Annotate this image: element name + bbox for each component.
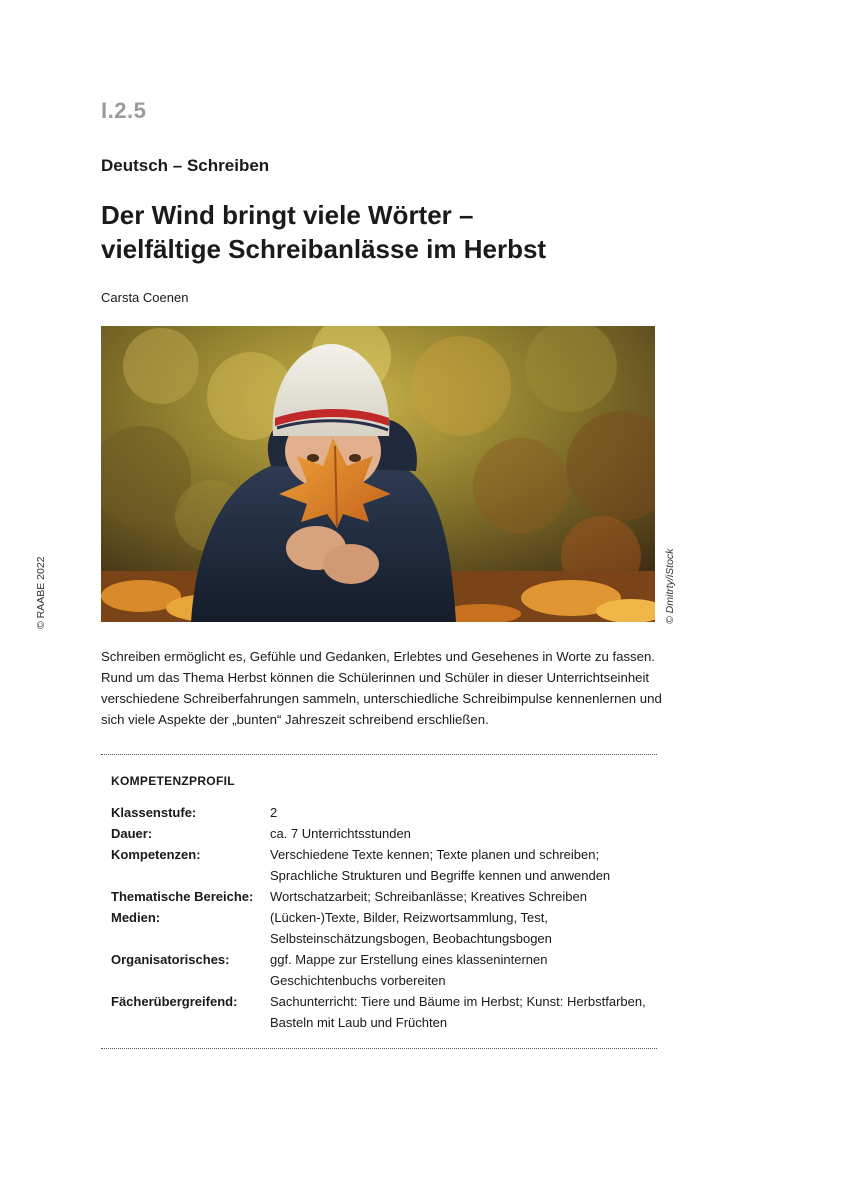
author-name: Carsta Coenen <box>101 290 189 305</box>
subject-heading: Deutsch – Schreiben <box>101 156 270 175</box>
photo-credit: © Dmitrty/iStock <box>664 548 676 624</box>
copyright-notice: © RAABE 2022 <box>35 556 47 629</box>
profile-row <box>111 949 656 991</box>
row-value: (Lücken-)Texte, Bilder, Reizwortsammlung, Test, Selbsteinschätzungsbogen, Beobachtungsbogen <box>270 910 552 946</box>
row-label: Klassenstufe: <box>111 805 197 820</box>
profile-row <box>111 802 656 823</box>
row-label: Dauer: <box>111 826 153 841</box>
profile-row <box>111 844 656 886</box>
row-label: Medien: <box>111 910 161 925</box>
divider-top <box>101 754 657 755</box>
title-line-2: vielfältige Schreibanlässe im Herbst <box>101 234 547 264</box>
autumn-child-photo <box>101 326 655 622</box>
intro-paragraph: Schreiben ermöglicht es, Gefühle und Gedanken, Erlebtes und Gesehenes in Worte zu fassen. Rund um das Thema Herbst können die Schülerinnen und Schüler in dieser Unterrichtseinheit verschiedene Schreiberfahrungen sammeln, unterschiedliche Schreibimpulse kennenlernen und sich viele Aspekte der „bunten“ Jahreszeit schreibend erschließen. <box>101 649 662 727</box>
section-number: I.2.5 <box>101 98 147 123</box>
row-label: Organisatorisches: <box>111 952 230 967</box>
row-value: Verschiedene Texte kennen; Texte planen und schreiben; Sprachliche Strukturen und Begriffe kennen und anwenden <box>270 847 611 883</box>
row-value: Wortschatzarbeit; Schreibanlässe; Kreatives Schreiben <box>270 889 587 904</box>
profile-row <box>111 907 656 949</box>
profile-row <box>111 823 656 844</box>
row-label: Kompetenzen: <box>111 847 201 862</box>
profile-row <box>111 991 656 1033</box>
row-label: Fächerübergreifend: <box>111 994 238 1009</box>
row-label: Thematische Bereiche: <box>111 889 254 904</box>
profile-row <box>111 886 656 907</box>
row-value: ggf. Mappe zur Erstellung eines klasseninternen Geschichtenbuchs vorbereiten <box>270 952 548 988</box>
kompetenzprofil-heading: KOMPETENZPROFIL <box>111 774 235 788</box>
page-title <box>101 198 701 266</box>
row-value: Sachunterricht: Tiere und Bäume im Herbst; Kunst: Herbstfarben, Basteln mit Laub und Früchten <box>270 994 646 1030</box>
row-value: 2 <box>270 805 278 820</box>
row-value: ca. 7 Unterrichtsstunden <box>270 826 411 841</box>
kompetenzprofil-table <box>111 802 656 1033</box>
divider-bottom <box>101 1048 657 1049</box>
title-line-1: Der Wind bringt viele Wörter – <box>101 200 474 230</box>
